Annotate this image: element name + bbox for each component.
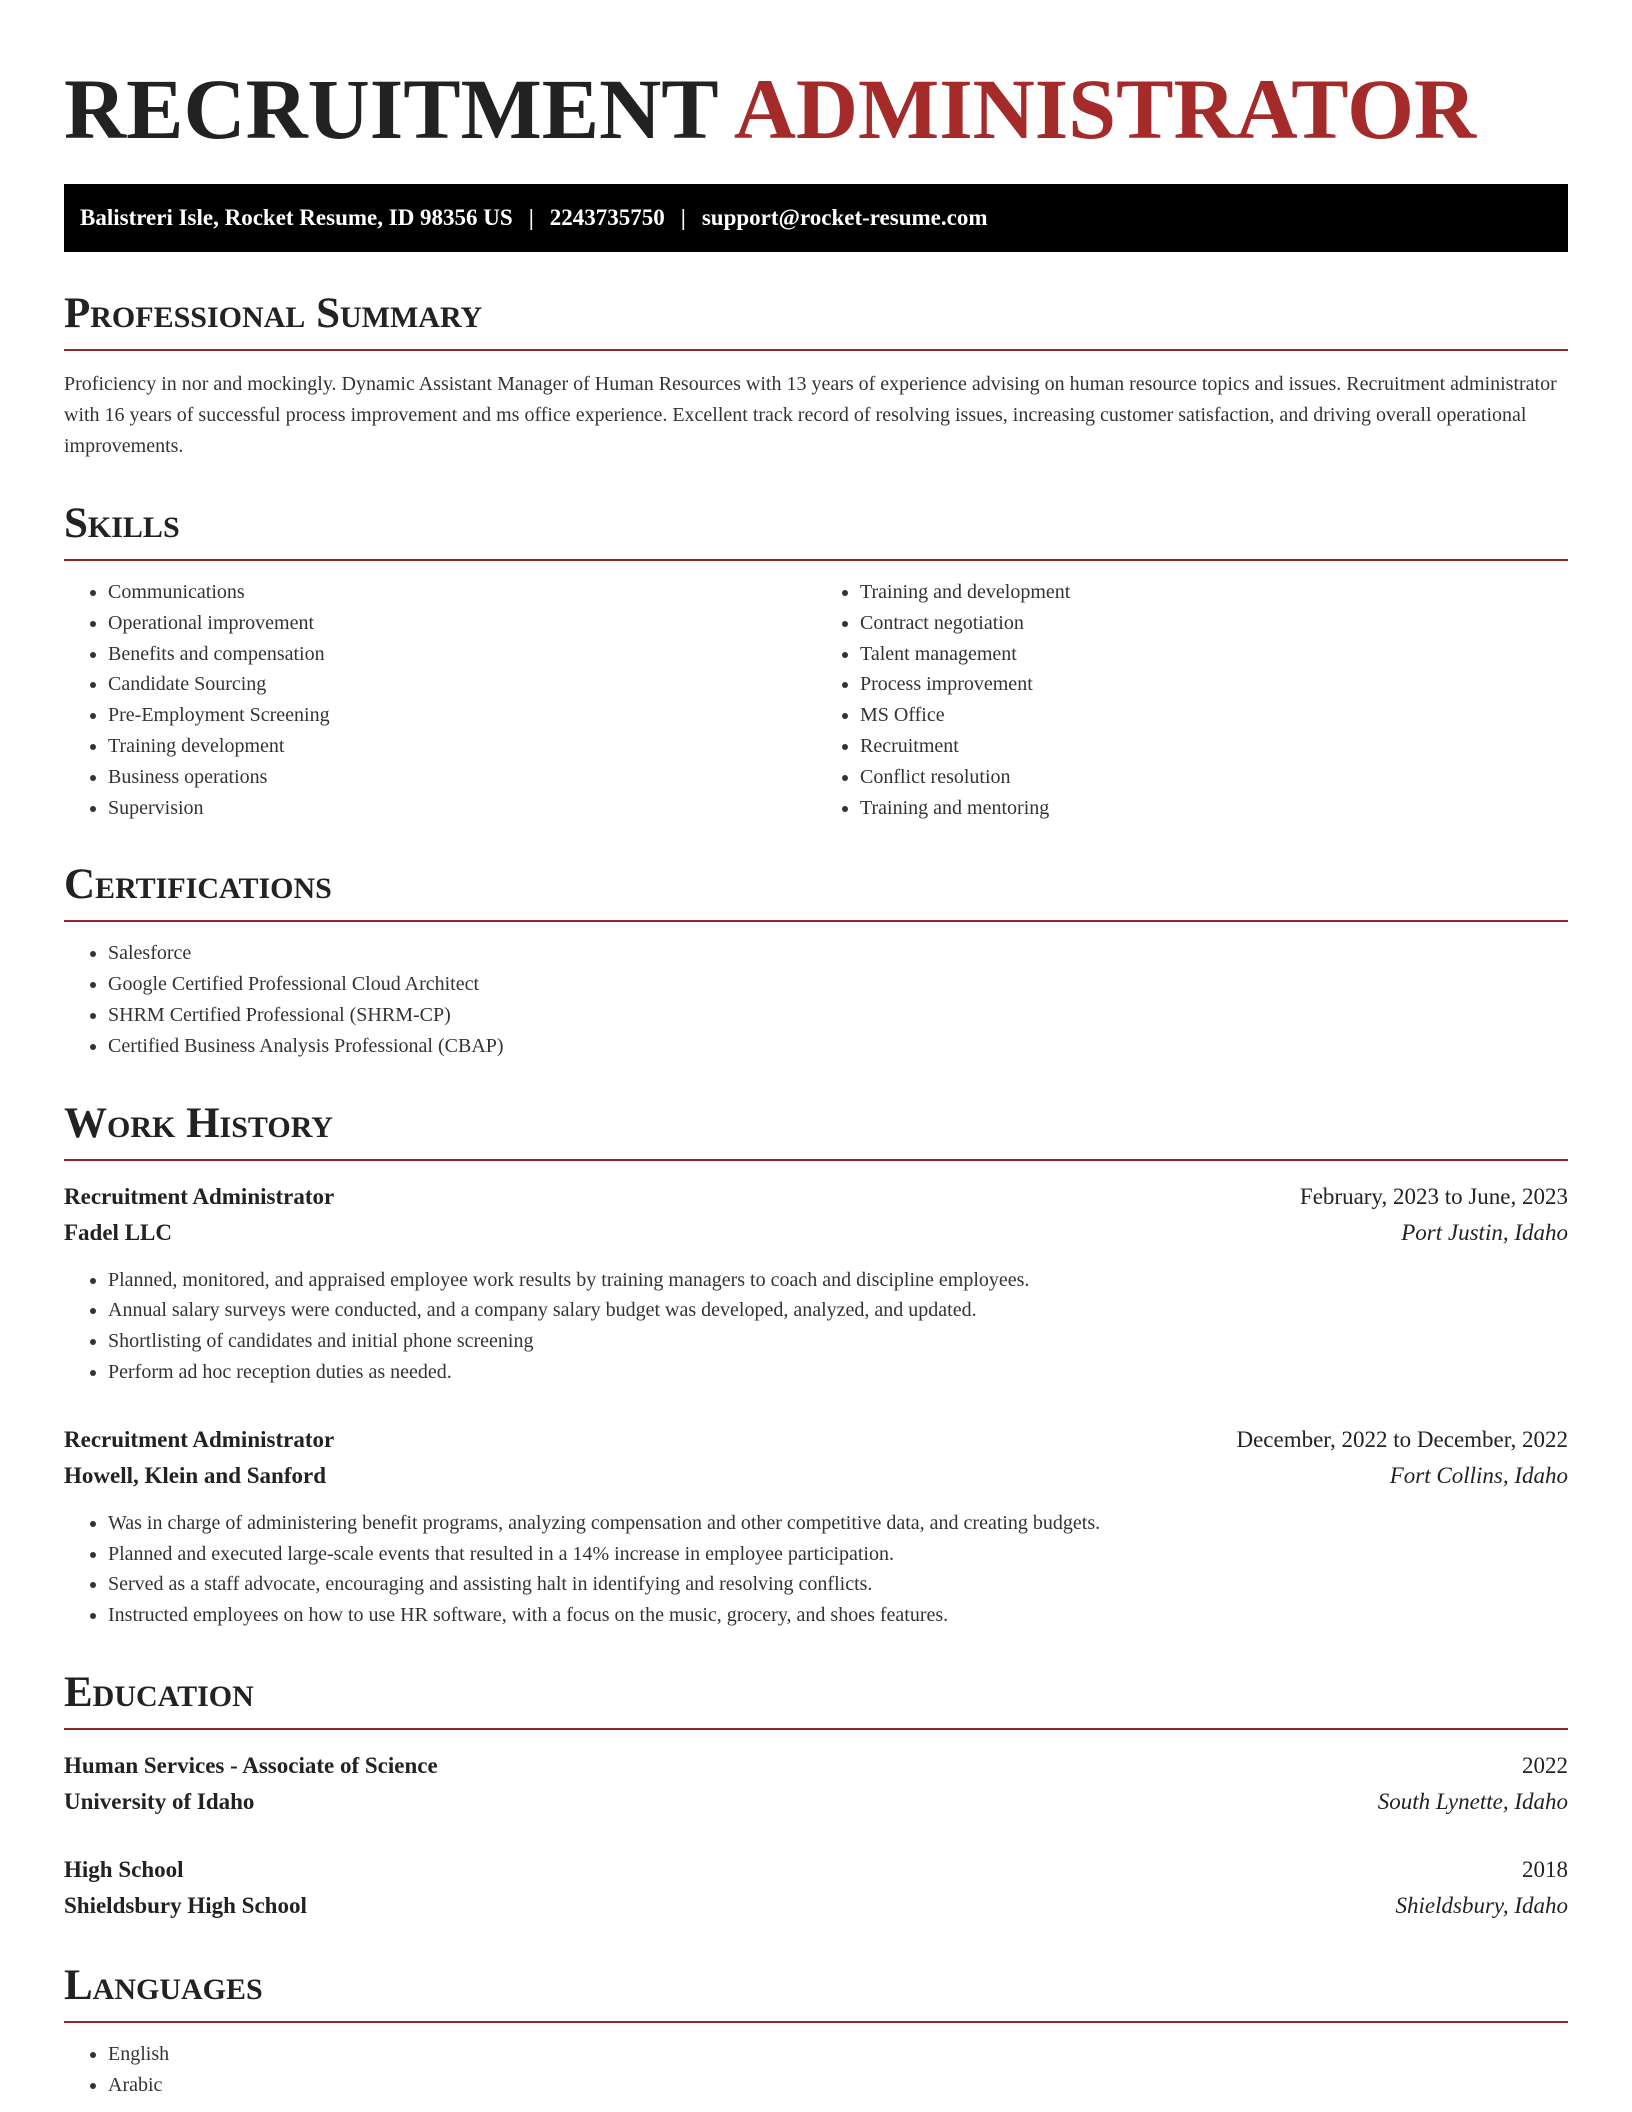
skill-item: • MS Office	[860, 700, 1568, 731]
job-role: Recruitment Administrator	[64, 1426, 335, 1452]
name-first: RECRUITMENT	[64, 61, 718, 157]
education-location: Shieldsbury, Idaho	[1395, 1892, 1568, 1918]
certification-item: • Certified Business Analysis Professional (CBAP)	[108, 1031, 1568, 1062]
contact-separator: |	[528, 205, 534, 230]
certifications-section	[64, 863, 1568, 1061]
education-location: South Lynette, Idaho	[1377, 1788, 1568, 1814]
job-dates: December, 2022 to December, 2022	[1236, 1426, 1568, 1452]
skills-list-right	[816, 577, 1568, 823]
education-school: Shieldsbury High School	[64, 1892, 307, 1918]
section-title-skills: Skills	[64, 502, 1568, 561]
language-item: • Arabic	[108, 2070, 1568, 2101]
job-bullet: • Served as a staff advocate, encouraging and assisting halt in identifying and resolving conflicts.	[108, 1569, 1568, 1600]
job-location: Port Justin, Idaho	[1401, 1219, 1568, 1245]
skill-item: • Conflict resolution	[860, 762, 1568, 793]
certification-item: • Salesforce	[108, 938, 1568, 969]
skill-item: • Operational improvement	[108, 608, 816, 639]
skill-item: • Training and development	[860, 577, 1568, 608]
job-bullet: • Annual salary surveys were conducted, and a company salary budget was developed, analyzed, and updated.	[108, 1295, 1568, 1326]
education-entry	[64, 1852, 1568, 1924]
contact-email: support@rocket-resume.com	[701, 205, 988, 230]
contact-bar	[64, 184, 1568, 252]
job-entry	[64, 1179, 1568, 1388]
resume-name	[64, 61, 1568, 157]
contact-separator: |	[680, 205, 686, 230]
education-school: University of Idaho	[64, 1788, 255, 1814]
job-bullet: • Was in charge of administering benefit programs, analyzing compensation and other competitive data, and creating budgets.	[108, 1508, 1568, 1539]
skill-item: • Pre-Employment Screening	[108, 700, 816, 731]
job-entry	[64, 1422, 1568, 1631]
name-last: ADMINISTRATOR	[733, 61, 1477, 157]
languages-list	[64, 2039, 1568, 2101]
skill-item: • Candidate Sourcing	[108, 669, 816, 700]
skill-item: • Process improvement	[860, 669, 1568, 700]
section-title-certifications: Certifications	[64, 863, 1568, 922]
job-bullet: • Planned, monitored, and appraised employee work results by training managers to coach and discipline employees.	[108, 1265, 1568, 1296]
language-item: • English	[108, 2039, 1568, 2070]
contact-phone: 2243735750	[549, 205, 665, 230]
education-section	[64, 1668, 1568, 1924]
education-year: 2022	[1522, 1752, 1568, 1778]
skill-item: • Training development	[108, 731, 816, 762]
skills-section	[64, 502, 1568, 823]
skill-item: • Training and mentoring	[860, 793, 1568, 824]
education-entry	[64, 1748, 1568, 1820]
skill-item: • Communications	[108, 577, 816, 608]
summary-text: Proficiency in nor and mockingly. Dynamic Assistant Manager of Human Resources with 13 years of experience advising on human resource topics and issues. Recruitment administrator with 16 years of successful process improvement and ms office experience. Excellent track record of resolving issues, increasing customer satisfaction, and driving overall operational improvements.	[64, 373, 1557, 457]
summary-section	[64, 292, 1568, 462]
section-title-languages: Languages	[64, 1964, 1568, 2023]
contact-address: Balistreri Isle, Rocket Resume, ID 98356 US	[80, 205, 513, 230]
job-company: Fadel LLC	[64, 1219, 172, 1245]
job-bullet: • Planned and executed large-scale events that resulted in a 14% increase in employee participation.	[108, 1539, 1568, 1570]
skill-item: • Supervision	[108, 793, 816, 824]
job-company: Howell, Klein and Sanford	[64, 1462, 326, 1488]
skills-list-left	[64, 577, 816, 823]
skill-item: • Recruitment	[860, 731, 1568, 762]
section-title-summary: Professional Summary	[64, 292, 1568, 351]
job-role: Recruitment Administrator	[64, 1183, 335, 1209]
work-section	[64, 1099, 1568, 1631]
education-degree: High School	[64, 1856, 184, 1882]
section-title-education: Education	[64, 1671, 1568, 1730]
certifications-list	[64, 938, 1568, 1061]
job-bullet: • Shortlisting of candidates and initial phone screening	[108, 1326, 1568, 1357]
skill-item: • Business operations	[108, 762, 816, 793]
certification-item: • Google Certified Professional Cloud Architect	[108, 969, 1568, 1000]
job-bullets	[64, 1265, 1568, 1388]
job-location: Fort Collins, Idaho	[1389, 1462, 1568, 1488]
education-year: 2018	[1522, 1856, 1568, 1882]
skill-item: • Benefits and compensation	[108, 639, 816, 670]
education-degree: Human Services - Associate of Science	[64, 1752, 438, 1778]
languages-section	[64, 1961, 1568, 2101]
skills-grid	[64, 577, 1568, 823]
skill-item: • Talent management	[860, 639, 1568, 670]
job-bullet: • Perform ad hoc reception duties as needed.	[108, 1357, 1568, 1388]
skill-item: • Contract negotiation	[860, 608, 1568, 639]
certification-item: • SHRM Certified Professional (SHRM-CP)	[108, 1000, 1568, 1031]
section-title-work: Work History	[64, 1102, 1568, 1161]
job-dates: February, 2023 to June, 2023	[1299, 1183, 1568, 1209]
job-bullet: • Instructed employees on how to use HR software, with a focus on the music, grocery, and shoes features.	[108, 1600, 1568, 1631]
job-bullets	[64, 1508, 1568, 1631]
